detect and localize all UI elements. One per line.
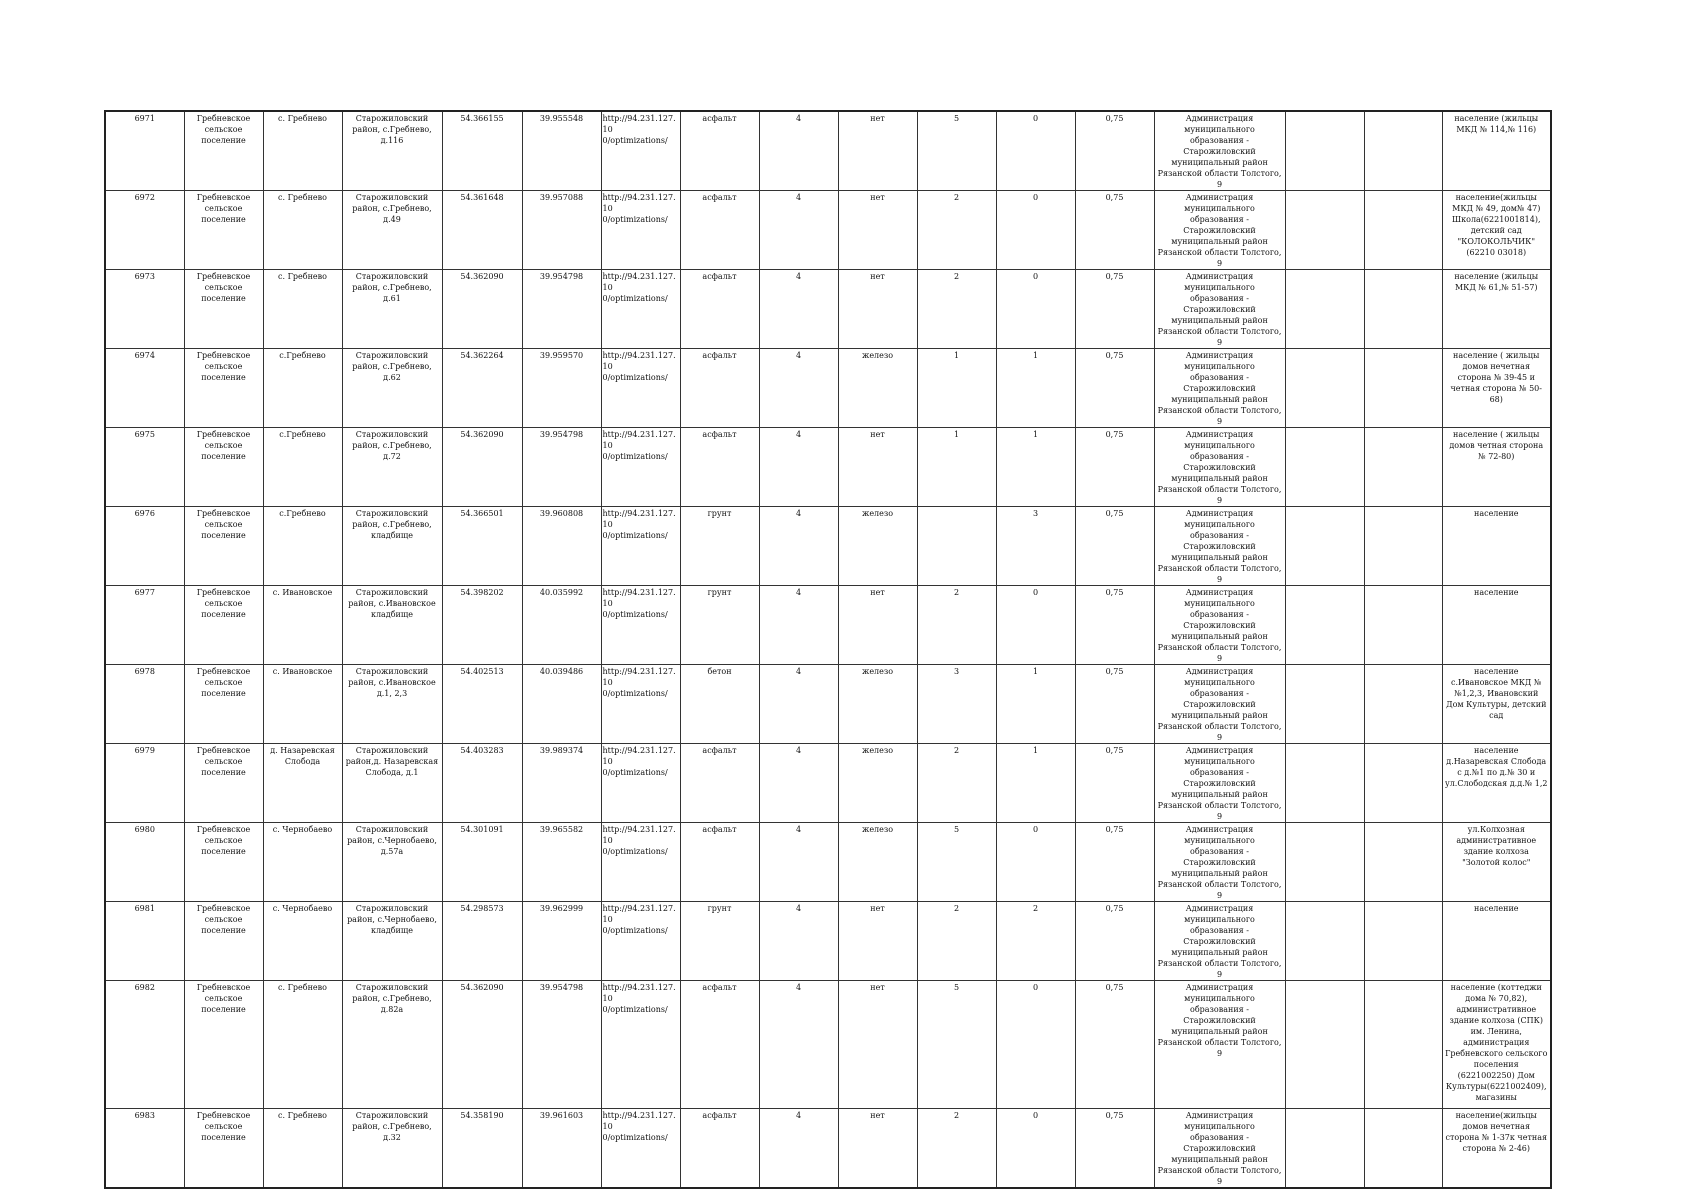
empty-cell (1364, 191, 1442, 270)
empty-cell (1285, 191, 1364, 270)
fence-cell: железо (838, 349, 917, 428)
latitude-cell: 54.366155 (442, 111, 522, 191)
settlement-cell: Гребневское сельское поселение (184, 981, 263, 1109)
longitude-cell: 39.959570 (522, 349, 601, 428)
served-sources-cell: население ( жильцы домов четная сторона № 72-80) (1442, 428, 1551, 507)
row-number-cell: 6974 (105, 349, 184, 428)
owner-cell: Администрация муниципального образования - Старожиловский муниципальный район Рязанской области Толстого, 9 (1154, 1109, 1285, 1189)
latitude-cell: 54.298573 (442, 902, 522, 981)
empty-cell (1364, 902, 1442, 981)
surface-cell: асфальт (680, 744, 759, 823)
latitude-cell: 54.362090 (442, 270, 522, 349)
longitude-cell: 39.955548 (522, 111, 601, 191)
owner-cell: Администрация муниципального образования - Старожиловский муниципальный район Рязанской области Толстого, 9 (1154, 665, 1285, 744)
volume-cell: 0,75 (1075, 507, 1154, 586)
container-extra-cell: 0 (996, 586, 1075, 665)
surface-cell: асфальт (680, 981, 759, 1109)
surface-cell: грунт (680, 586, 759, 665)
surface-cell: асфальт (680, 823, 759, 902)
link-cell: http://94.231.127.10 0/optimizations/ (601, 1109, 680, 1189)
locality-cell: с.Гребнево (263, 507, 342, 586)
surface-cell: бетон (680, 665, 759, 744)
empty-cell (1364, 507, 1442, 586)
longitude-cell: 39.960808 (522, 507, 601, 586)
link-cell: http://94.231.127.10 0/optimizations/ (601, 111, 680, 191)
served-sources-cell: население(жильцы домов нечетная сторона № 1-37к четная сторона № 2-46) (1442, 1109, 1551, 1189)
link-cell: http://94.231.127.10 0/optimizations/ (601, 586, 680, 665)
area-cell: 4 (759, 270, 838, 349)
served-sources-cell: население (коттеджи дома № 70,82), административное здание колхоза (СПК) им. Ленина, администрация Гребневского сельского поселения (6221002250) Дом Культуры(6221002409), магазины (1442, 981, 1551, 1109)
settlement-cell: Гребневское сельское поселение (184, 507, 263, 586)
volume-cell: 0,75 (1075, 428, 1154, 507)
container-extra-cell: 1 (996, 665, 1075, 744)
locality-cell: с. Ивановское (263, 586, 342, 665)
empty-cell (1285, 586, 1364, 665)
row-number-cell: 6983 (105, 1109, 184, 1189)
area-cell: 4 (759, 191, 838, 270)
link-cell: http://94.231.127.10 0/optimizations/ (601, 981, 680, 1109)
area-cell: 4 (759, 111, 838, 191)
empty-cell (1364, 665, 1442, 744)
settlement-cell: Гребневское сельское поселение (184, 349, 263, 428)
empty-cell (1364, 1109, 1442, 1189)
surface-cell: асфальт (680, 270, 759, 349)
empty-cell (1285, 823, 1364, 902)
empty-cell (1285, 981, 1364, 1109)
container-extra-cell: 0 (996, 270, 1075, 349)
container-count-cell: 1 (917, 428, 996, 507)
container-extra-cell: 1 (996, 428, 1075, 507)
owner-cell: Администрация муниципального образования - Старожиловский муниципальный район Рязанской области Толстого, 9 (1154, 191, 1285, 270)
empty-cell (1364, 428, 1442, 507)
locality-cell: с. Ивановское (263, 665, 342, 744)
registry-table (104, 110, 1552, 1189)
link-cell: http://94.231.127.10 0/optimizations/ (601, 665, 680, 744)
volume-cell: 0,75 (1075, 191, 1154, 270)
empty-cell (1285, 270, 1364, 349)
locality-cell: с. Чернобаево (263, 902, 342, 981)
surface-cell: асфальт (680, 1109, 759, 1189)
empty-cell (1364, 111, 1442, 191)
settlement-cell: Гребневское сельское поселение (184, 428, 263, 507)
locality-cell: с. Гребнево (263, 981, 342, 1109)
table-row (105, 270, 1551, 349)
owner-cell: Администрация муниципального образования - Старожиловский муниципальный район Рязанской области Толстого, 9 (1154, 823, 1285, 902)
longitude-cell: 39.961603 (522, 1109, 601, 1189)
row-number-cell: 6972 (105, 191, 184, 270)
owner-cell: Администрация муниципального образования - Старожиловский муниципальный район Рязанской области Толстого, 9 (1154, 428, 1285, 507)
surface-cell: асфальт (680, 191, 759, 270)
fence-cell: нет (838, 191, 917, 270)
table-row (105, 191, 1551, 270)
address-cell: Старожиловский район, с.Гребнево, д.82а (342, 981, 442, 1109)
container-count-cell: 3 (917, 665, 996, 744)
longitude-cell: 39.957088 (522, 191, 601, 270)
volume-cell: 0,75 (1075, 981, 1154, 1109)
volume-cell: 0,75 (1075, 270, 1154, 349)
latitude-cell: 54.402513 (442, 665, 522, 744)
volume-cell: 0,75 (1075, 902, 1154, 981)
table-row (105, 823, 1551, 902)
address-cell: Старожиловский район, с.Ивановское д.1, 2,3 (342, 665, 442, 744)
area-cell: 4 (759, 1109, 838, 1189)
address-cell: Старожиловский район, с.Гребнево, д.61 (342, 270, 442, 349)
served-sources-cell: население (жильцы МКД № 61,№ 51-57) (1442, 270, 1551, 349)
locality-cell: с. Гребнево (263, 270, 342, 349)
row-number-cell: 6981 (105, 902, 184, 981)
address-cell: Старожиловский район, с.Гребнево, д.49 (342, 191, 442, 270)
surface-cell: грунт (680, 902, 759, 981)
row-number-cell: 6982 (105, 981, 184, 1109)
longitude-cell: 39.954798 (522, 981, 601, 1109)
owner-cell: Администрация муниципального образования - Старожиловский муниципальный район Рязанской области Толстого, 9 (1154, 270, 1285, 349)
container-count-cell: 2 (917, 902, 996, 981)
container-count-cell (917, 507, 996, 586)
owner-cell: Администрация муниципального образования - Старожиловский муниципальный район Рязанской области Толстого, 9 (1154, 744, 1285, 823)
row-number-cell: 6977 (105, 586, 184, 665)
latitude-cell: 54.358190 (442, 1109, 522, 1189)
container-count-cell: 1 (917, 349, 996, 428)
address-cell: Старожиловский район, с.Гребнево, д.72 (342, 428, 442, 507)
container-count-cell: 2 (917, 744, 996, 823)
surface-cell: асфальт (680, 111, 759, 191)
table-body (105, 111, 1551, 1188)
empty-cell (1285, 111, 1364, 191)
owner-cell: Администрация муниципального образования - Старожиловский муниципальный район Рязанской области Толстого, 9 (1154, 111, 1285, 191)
served-sources-cell: население (жильцы МКД № 114,№ 116) (1442, 111, 1551, 191)
latitude-cell: 54.362090 (442, 428, 522, 507)
table-row (105, 981, 1551, 1109)
container-extra-cell: 0 (996, 981, 1075, 1109)
container-extra-cell: 1 (996, 744, 1075, 823)
empty-cell (1285, 349, 1364, 428)
surface-cell: грунт (680, 507, 759, 586)
area-cell: 4 (759, 744, 838, 823)
container-extra-cell: 0 (996, 111, 1075, 191)
empty-cell (1364, 823, 1442, 902)
settlement-cell: Гребневское сельское поселение (184, 270, 263, 349)
longitude-cell: 39.965582 (522, 823, 601, 902)
fence-cell: нет (838, 428, 917, 507)
empty-cell (1364, 270, 1442, 349)
latitude-cell: 54.361648 (442, 191, 522, 270)
longitude-cell: 40.039486 (522, 665, 601, 744)
latitude-cell: 54.403283 (442, 744, 522, 823)
locality-cell: с. Гребнево (263, 111, 342, 191)
fence-cell: нет (838, 586, 917, 665)
longitude-cell: 39.989374 (522, 744, 601, 823)
settlement-cell: Гребневское сельское поселение (184, 823, 263, 902)
container-extra-cell: 0 (996, 1109, 1075, 1189)
volume-cell: 0,75 (1075, 744, 1154, 823)
owner-cell: Администрация муниципального образования - Старожиловский муниципальный район Рязанской области Толстого, 9 (1154, 507, 1285, 586)
settlement-cell: Гребневское сельское поселение (184, 586, 263, 665)
address-cell: Старожиловский район, с.Ивановское кладбище (342, 586, 442, 665)
locality-cell: с. Гребнево (263, 1109, 342, 1189)
row-number-cell: 6980 (105, 823, 184, 902)
row-number-cell: 6975 (105, 428, 184, 507)
area-cell: 4 (759, 507, 838, 586)
volume-cell: 0,75 (1075, 111, 1154, 191)
served-sources-cell: население (1442, 507, 1551, 586)
fence-cell: нет (838, 902, 917, 981)
table-row (105, 428, 1551, 507)
container-count-cell: 5 (917, 823, 996, 902)
served-sources-cell: население(жильцы МКД № 49, дом№ 47) Школа(6221001814), детский сад "КОЛОКОЛЬЧИК"(62210 03018) (1442, 191, 1551, 270)
table-row (105, 586, 1551, 665)
link-cell: http://94.231.127.10 0/optimizations/ (601, 191, 680, 270)
surface-cell: асфальт (680, 349, 759, 428)
link-cell: http://94.231.127.10 0/optimizations/ (601, 744, 680, 823)
owner-cell: Администрация муниципального образования - Старожиловский муниципальный район Рязанской области Толстого, 9 (1154, 981, 1285, 1109)
area-cell: 4 (759, 981, 838, 1109)
link-cell: http://94.231.127.10 0/optimizations/ (601, 428, 680, 507)
settlement-cell: Гребневское сельское поселение (184, 191, 263, 270)
latitude-cell: 54.398202 (442, 586, 522, 665)
address-cell: Старожиловский район, с.Гребнево, д.32 (342, 1109, 442, 1189)
row-number-cell: 6971 (105, 111, 184, 191)
area-cell: 4 (759, 428, 838, 507)
address-cell: Старожиловский район, с.Гребнево, кладбище (342, 507, 442, 586)
volume-cell: 0,75 (1075, 586, 1154, 665)
address-cell: Старожиловский район,д. Назаревская Слобода, д.1 (342, 744, 442, 823)
area-cell: 4 (759, 902, 838, 981)
settlement-cell: Гребневское сельское поселение (184, 744, 263, 823)
served-sources-cell: население с.Ивановское МКД №№1,2,3, Ивановский Дом Культуры, детский сад (1442, 665, 1551, 744)
area-cell: 4 (759, 586, 838, 665)
locality-cell: с. Чернобаево (263, 823, 342, 902)
empty-cell (1285, 744, 1364, 823)
empty-cell (1364, 981, 1442, 1109)
table-row (105, 1109, 1551, 1189)
owner-cell: Администрация муниципального образования - Старожиловский муниципальный район Рязанской области Толстого, 9 (1154, 902, 1285, 981)
owner-cell: Администрация муниципального образования - Старожиловский муниципальный район Рязанской области Толстого, 9 (1154, 349, 1285, 428)
latitude-cell: 54.362264 (442, 349, 522, 428)
settlement-cell: Гребневское сельское поселение (184, 665, 263, 744)
container-extra-cell: 0 (996, 823, 1075, 902)
settlement-cell: Гребневское сельское поселение (184, 111, 263, 191)
locality-cell: д. Назаревская Слобода (263, 744, 342, 823)
container-extra-cell: 1 (996, 349, 1075, 428)
volume-cell: 0,75 (1075, 349, 1154, 428)
fence-cell: нет (838, 270, 917, 349)
latitude-cell: 54.362090 (442, 981, 522, 1109)
area-cell: 4 (759, 349, 838, 428)
table-row (105, 902, 1551, 981)
area-cell: 4 (759, 823, 838, 902)
served-sources-cell: население (1442, 902, 1551, 981)
table-row (105, 507, 1551, 586)
address-cell: Старожиловский район, с.Гребнево, д.62 (342, 349, 442, 428)
container-count-cell: 2 (917, 586, 996, 665)
table-row (105, 349, 1551, 428)
container-count-cell: 5 (917, 981, 996, 1109)
table-row (105, 744, 1551, 823)
empty-cell (1285, 1109, 1364, 1189)
area-cell: 4 (759, 665, 838, 744)
fence-cell: железо (838, 665, 917, 744)
latitude-cell: 54.366501 (442, 507, 522, 586)
surface-cell: асфальт (680, 428, 759, 507)
settlement-cell: Гребневское сельское поселение (184, 902, 263, 981)
link-cell: http://94.231.127.10 0/optimizations/ (601, 349, 680, 428)
latitude-cell: 54.301091 (442, 823, 522, 902)
fence-cell: нет (838, 111, 917, 191)
row-number-cell: 6978 (105, 665, 184, 744)
longitude-cell: 39.962999 (522, 902, 601, 981)
link-cell: http://94.231.127.10 0/optimizations/ (601, 507, 680, 586)
fence-cell: железо (838, 823, 917, 902)
volume-cell: 0,75 (1075, 665, 1154, 744)
link-cell: http://94.231.127.10 0/optimizations/ (601, 902, 680, 981)
empty-cell (1364, 744, 1442, 823)
longitude-cell: 40.035992 (522, 586, 601, 665)
row-number-cell: 6973 (105, 270, 184, 349)
served-sources-cell: население д.Назаревская Слобода с д.№1 по д.№ 30 и ул.Слободская д.д.№ 1,2 (1442, 744, 1551, 823)
longitude-cell: 39.954798 (522, 428, 601, 507)
container-count-cell: 2 (917, 191, 996, 270)
fence-cell: нет (838, 1109, 917, 1189)
served-sources-cell: ул.Колхозная административное здание колхоза "Золотой колос" (1442, 823, 1551, 902)
row-number-cell: 6979 (105, 744, 184, 823)
settlement-cell: Гребневское сельское поселение (184, 1109, 263, 1189)
served-sources-cell: население ( жильцы домов нечетная сторона № 39-45 и четная сторона № 50-68) (1442, 349, 1551, 428)
address-cell: Старожиловский район, с.Гребнево, д.116 (342, 111, 442, 191)
empty-cell (1285, 665, 1364, 744)
fence-cell: нет (838, 981, 917, 1109)
container-count-cell: 2 (917, 1109, 996, 1189)
empty-cell (1285, 428, 1364, 507)
fence-cell: железо (838, 744, 917, 823)
empty-cell (1285, 507, 1364, 586)
owner-cell: Администрация муниципального образования - Старожиловский муниципальный район Рязанской области Толстого, 9 (1154, 586, 1285, 665)
fence-cell: железо (838, 507, 917, 586)
empty-cell (1364, 586, 1442, 665)
container-count-cell: 5 (917, 111, 996, 191)
locality-cell: с. Гребнево (263, 191, 342, 270)
container-count-cell: 2 (917, 270, 996, 349)
locality-cell: с.Гребнево (263, 428, 342, 507)
empty-cell (1285, 902, 1364, 981)
link-cell: http://94.231.127.10 0/optimizations/ (601, 270, 680, 349)
table-row (105, 111, 1551, 191)
longitude-cell: 39.954798 (522, 270, 601, 349)
row-number-cell: 6976 (105, 507, 184, 586)
container-extra-cell: 3 (996, 507, 1075, 586)
table-row (105, 665, 1551, 744)
empty-cell (1364, 349, 1442, 428)
volume-cell: 0,75 (1075, 823, 1154, 902)
address-cell: Старожиловский район, с.Чернобаево, д.57а (342, 823, 442, 902)
address-cell: Старожиловский район, с.Чернобаево, кладбище (342, 902, 442, 981)
locality-cell: с.Гребнево (263, 349, 342, 428)
served-sources-cell: население (1442, 586, 1551, 665)
container-extra-cell: 2 (996, 902, 1075, 981)
link-cell: http://94.231.127.10 0/optimizations/ (601, 823, 680, 902)
volume-cell: 0,75 (1075, 1109, 1154, 1189)
container-extra-cell: 0 (996, 191, 1075, 270)
